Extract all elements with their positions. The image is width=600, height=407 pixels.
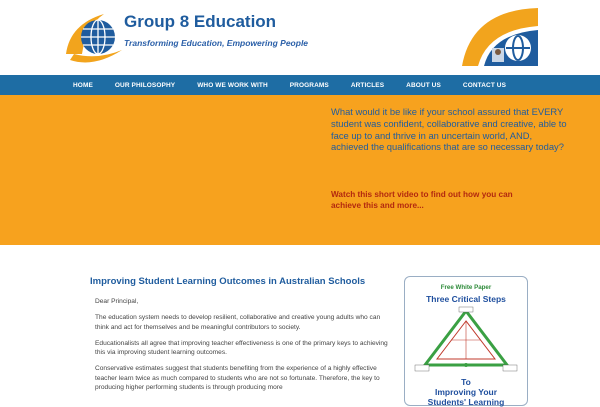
site-header	[0, 0, 600, 75]
globe-swoosh-icon	[64, 10, 124, 68]
white-paper-card[interactable]	[404, 276, 528, 406]
letter-paragraph: Conservative estimates suggest that students benefiting from the experience of a highly effective teacher learn twice as much compared to students who are not so fortunate. Therefore, the key to producing higher performing students is through producing more	[95, 365, 380, 392]
nav-item-about-us[interactable]: ABOUT US	[406, 81, 441, 89]
letter-body	[95, 297, 395, 399]
letter-paragraph: Dear Principal,	[95, 298, 139, 305]
logo-title: Group 8 Education	[124, 12, 277, 31]
nav-item-articles[interactable]: ARTICLES	[350, 81, 385, 89]
nav-list	[63, 75, 517, 95]
white-paper-subtitle-line-1: Improving Your	[434, 387, 498, 397]
letter-paragraph: The education system needs to develop resilient, collaborative and creative young adults who can think and act for themselves and be meaningful contributors to society.	[95, 314, 381, 331]
three-steps-triangle-icon	[413, 305, 519, 375]
page-title: Improving Student Learning Outcomes in Australian Schools	[90, 276, 366, 287]
white-paper-title: Three Critical Steps	[426, 294, 506, 304]
site-logo[interactable]	[64, 4, 324, 70]
nav-item-contact-us[interactable]: CONTACT US	[462, 81, 507, 89]
white-paper-to: To	[461, 377, 471, 387]
nav-item-programs[interactable]: PROGRAMS	[289, 81, 329, 89]
letter-paragraph: Educationalists all agree that improving teacher effectiveness is one of the primary keys to achieving this via improving student learning outcomes.	[95, 339, 388, 357]
header-decorative-art	[462, 4, 538, 66]
nav-item-home[interactable]: HOME	[73, 81, 93, 89]
nav-item-our-philosophy[interactable]: OUR PHILOSOPHY	[114, 81, 176, 89]
nav-item-who-we-work-with[interactable]: WHO WE WORK WITH	[197, 81, 268, 89]
banner-question: What would it be like if your school assured that EVERY student was confident, collaborative and creative, able to face up to and thrive in an uncertain world, AND, achieved the qualifications that are so necessary today?	[331, 106, 567, 153]
white-paper-label: Free White Paper	[440, 284, 492, 291]
white-paper-subtitle-line-2: Students' Learning	[427, 397, 505, 407]
main-nav	[0, 75, 600, 95]
banner-video-link[interactable]: Watch this short video to find out how you can achieve this and more...	[331, 190, 513, 210]
logo-tagline: Transforming Education, Empowering People	[124, 38, 309, 48]
hero-banner	[0, 95, 600, 245]
